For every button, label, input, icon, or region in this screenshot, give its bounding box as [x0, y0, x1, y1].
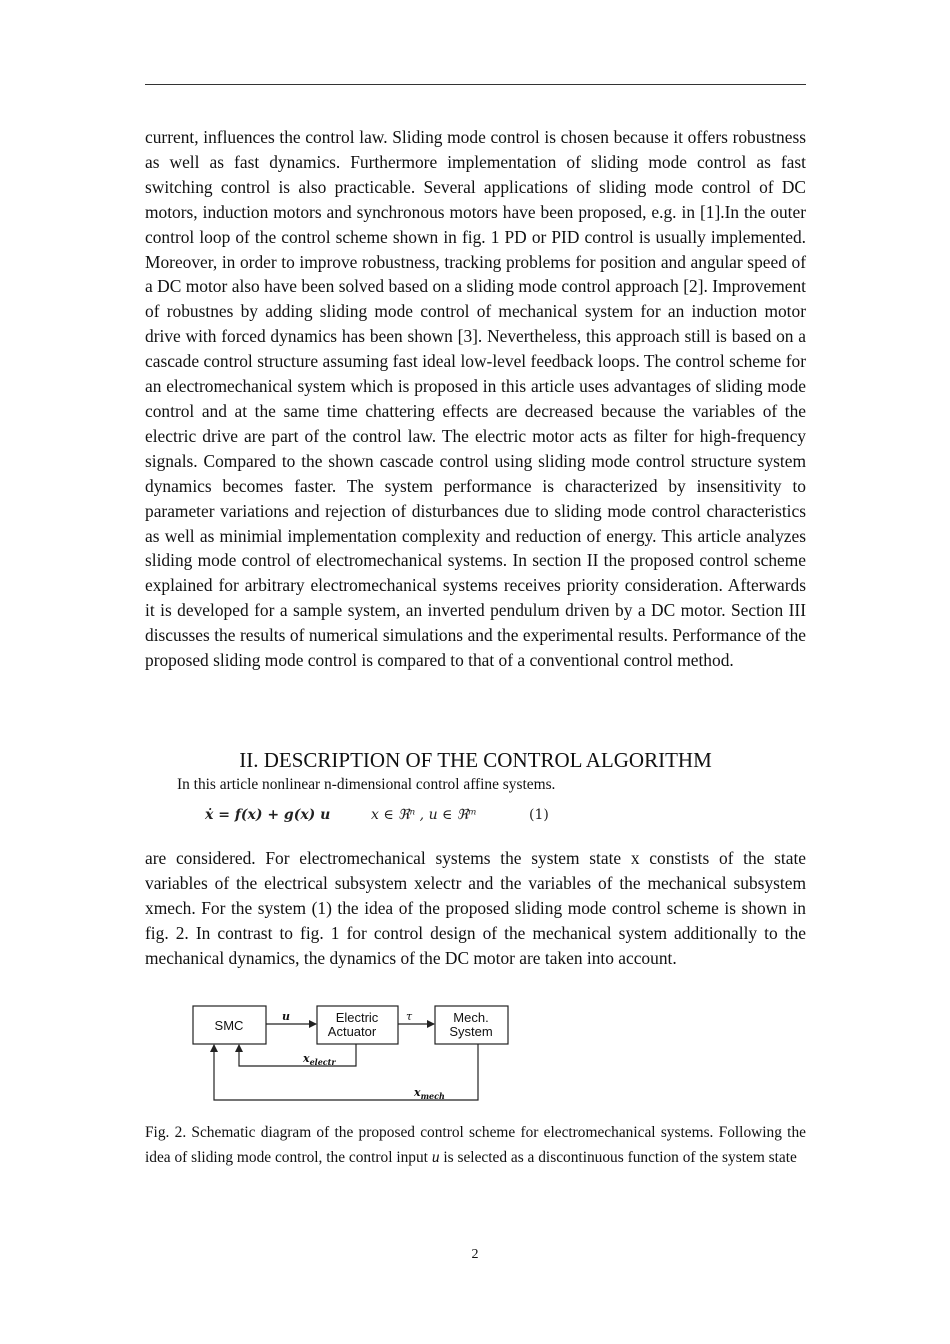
mech-label-line1: Mech.: [453, 1010, 489, 1025]
body-paragraph-2: are considered. For electromechanical systems the system state x constists of the state variables of the electrical subsystem xelectr and the variables of the mechanical subsystem xmech. For the system (1) the idea of the proposed sliding mode control scheme is shown in fig. 2. In contrast to fig. 1 for control design of the mechanical system additionally to the mechanical dynamics, the dynamics of the DC motor are taken into account.: [145, 848, 806, 968]
actuator-label-line2: Actuator: [327, 1024, 377, 1039]
body-paragraph-1: current, influences the control law. Sliding mode control is chosen because it offers robustness as well as fast dynamics. Furthermore implementation of sliding mode control as fast switching control is also practicable. Several applications of sliding mode control of DC motors, induction motors and synchronous motors have been proposed, e.g. in [1].In the outer control loop of the control scheme shown in fig. 1 PD or PID control is usually implemented. Moreover, in order to improve robustness, tracking problems for position and angular speed of a DC motor also have been solved based on a sliding mode control approach [2]. Improvement of robustnes by adding sliding mode control of mechanical system for an induction motor drive with forced dynamics has been shown [3]. Nevertheless, this approach still is based on a cascade control structure assuming fast ideal low-level feedback loops. The control scheme for an electromechanical system which is proposed in this article uses advantages of sliding mode control and at the same time chattering effects are decreased because the variables of the electric drive are part of the control law. The electric motor acts as filter for high-frequency signals. Compared to the shown cascade control using sliding mode control structure system dynamics becomes faster. The system performance is characterized by insensitivity to parameter variations and rejection of disturbances due to sliding mode control characteristics as well as minimial implementation complexity and reduction of energy. This article analyzes sliding mode control of electromechanical systems. In section II the proposed control scheme explained for arbitrary electromechanical systems receives priority consideration. Afterwards it is developed for a sample system, an inverted pendulum driven by a DC motor. Section III discusses the results of numerical simulations and the experimental results. Performance of the proposed sliding mode control is compared to that of a conventional control method.: [145, 127, 806, 671]
smc-label: SMC: [214, 1018, 244, 1033]
caption-prefix: Fig. 2. Schematic diagram of the proposed control scheme for electromechanical systems. Following the idea of sliding mode control, the control input: [145, 1124, 806, 1166]
intro-line: In this article nonlinear n-dimensional control affine systems.: [177, 776, 556, 793]
figure-caption: [145, 1121, 806, 1170]
u-label: u: [282, 1010, 290, 1023]
section-heading: II. DESCRIPTION OF THE CONTROL ALGORITHM: [239, 748, 712, 772]
equation-number: (1): [529, 807, 549, 823]
control-scheme-diagram: [190, 1000, 520, 1106]
tau-label: τ: [406, 1010, 413, 1023]
equation-lhs: ẋ = f(x) + g(x) u: [205, 807, 331, 823]
caption-suffix: is selected as a discontinuous function of the system state: [439, 1148, 797, 1166]
page-number: 2: [471, 1247, 479, 1262]
caption-variable: u: [431, 1148, 440, 1166]
x-mech-subscript: mech: [420, 1091, 445, 1101]
actuator-label-line1: Electric: [335, 1010, 379, 1025]
header-rule: [145, 84, 806, 85]
equation-1: [205, 804, 565, 830]
x-electr-feedback: [239, 1044, 356, 1066]
equation-domain: x ∈ ℜⁿ , u ∈ ℜᵐ: [371, 807, 477, 823]
x-electr-subscript: electr: [309, 1057, 336, 1067]
x-mech-label: [413, 1086, 445, 1101]
control-scheme-figure: [190, 1000, 520, 1106]
mech-label-line2: System: [449, 1024, 493, 1039]
x-electr-label: [302, 1052, 336, 1067]
x-electr-base: x: [303, 1052, 310, 1065]
x-mech-base: x: [414, 1086, 421, 1099]
